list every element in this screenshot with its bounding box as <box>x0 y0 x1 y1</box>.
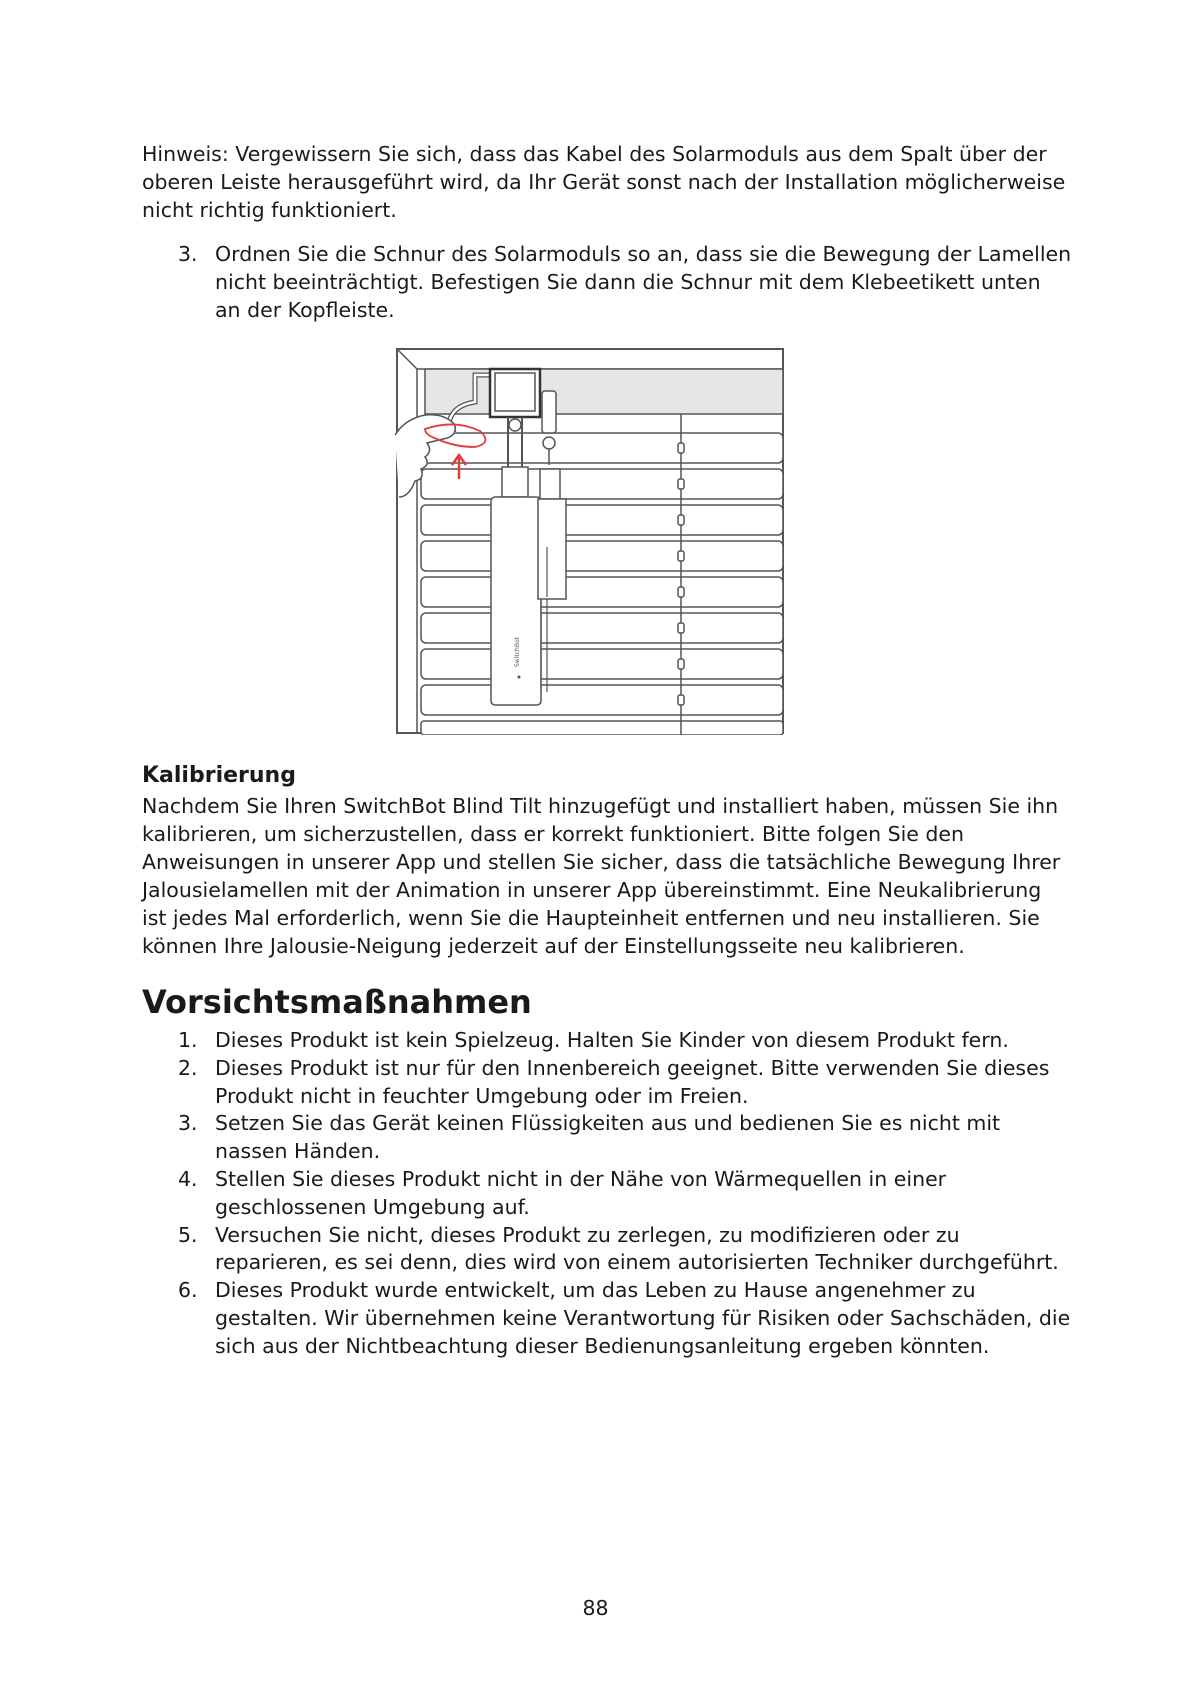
precaution-item <box>142 1166 1072 1222</box>
calibration-text: Nachdem Sie Ihren SwitchBot Blind Tilt hinzugefügt und installiert haben, müssen Sie ihn kalibrieren, um sicherzustellen, dass er korrekt funktioniert. Bitte folgen Sie den Anweisungen in unserer App und stellen Sie sicher, dass die tatsächliche Bewegung Ihrer Jalousielamellen mit der Animation in unserer App übereinstimmt. Eine Neukalibrierung ist jedes Mal erforderlich, wenn Sie die Haupteinheit entfernen und neu installieren. Sie können Ihre Jalousie-Neigung jederzeit auf der Einstellungsseite neu kalibrieren. <box>142 794 1061 958</box>
precaution-item <box>142 1055 1072 1111</box>
precautions-heading: Vorsichtsmaßnahmen <box>142 983 532 1021</box>
tilt-wand <box>542 391 556 433</box>
installation-note: Hinweis: Vergewissern Sie sich, dass das Kabel des Solarmoduls aus dem Spalt über der oberen Leiste herausgeführt wird, da Ihr Gerät sonst nach der Installation möglicherweise nicht richtig funktioniert. <box>142 142 1066 222</box>
precaution-number: 6. <box>178 1278 198 1303</box>
precaution-text: Setzen Sie das Gerät keinen Flüssigkeiten aus und bedienen Sie es nicht mit nassen Händen. <box>215 1111 1001 1164</box>
precaution-number: 3. <box>178 1111 198 1136</box>
precaution-number: 2. <box>178 1055 198 1080</box>
precaution-item <box>142 1222 1072 1278</box>
solar-module <box>538 499 566 599</box>
precaution-text: Versuchen Sie nicht, dieses Produkt zu zerlegen, zu modifizieren oder zu reparieren, es sei denn, dies wird von einem autorisierten Techniker durchgeführt. <box>215 1222 1059 1275</box>
precaution-number: 5. <box>178 1222 198 1247</box>
installation-steps <box>142 241 1072 324</box>
switchbot-device <box>491 497 541 705</box>
step-text: Ordnen Sie die Schnur des Solarmoduls so an, dass sie die Bewegung der Lamellen nicht beeinträchtigt. Befestigen Sie dann die Schnur mit dem Klebeetikett unten an der Kopfleiste. <box>215 242 1072 322</box>
precaution-item <box>142 1277 1072 1360</box>
precaution-text: Dieses Produkt ist kein Spielzeug. Halten Sie Kinder von diesem Produkt fern. <box>215 1028 1009 1052</box>
page-number: 88 <box>582 1596 609 1620</box>
precaution-number: 1. <box>178 1028 198 1052</box>
blind-slats <box>421 433 783 735</box>
precaution-item <box>142 1110 1072 1166</box>
precaution-text: Dieses Produkt ist nur für den Innenbereich geeignet. Bitte verwenden Sie dieses Produkt nicht in feuchter Umgebung oder im Freien. <box>215 1055 1050 1108</box>
device-label: SwitchBot <box>514 637 521 667</box>
precaution-number: 4. <box>178 1166 198 1191</box>
step-number: 3. <box>178 242 198 266</box>
step-3 <box>142 241 1072 324</box>
blind-installation-illustration <box>395 347 785 735</box>
precaution-item <box>142 1027 1072 1055</box>
device-top <box>502 467 528 497</box>
calibration-heading: Kalibrierung <box>142 763 296 788</box>
solar-module-top <box>540 469 560 499</box>
precaution-text: Dieses Produkt wurde entwickelt, um das Leben zu Hause angenehmer zu gestalten. Wir übernehmen keine Verantwortung für Risiken oder Sachschäden, die sich aus der Nichtbeachtung dieser Bedienungsanleitung ergeben könnten. <box>215 1278 1071 1358</box>
precaution-text: Stellen Sie dieses Produkt nicht in der Nähe von Wärmequellen in einer geschlossenen Umgebung auf. <box>215 1166 947 1219</box>
precautions-list <box>142 1027 1072 1361</box>
